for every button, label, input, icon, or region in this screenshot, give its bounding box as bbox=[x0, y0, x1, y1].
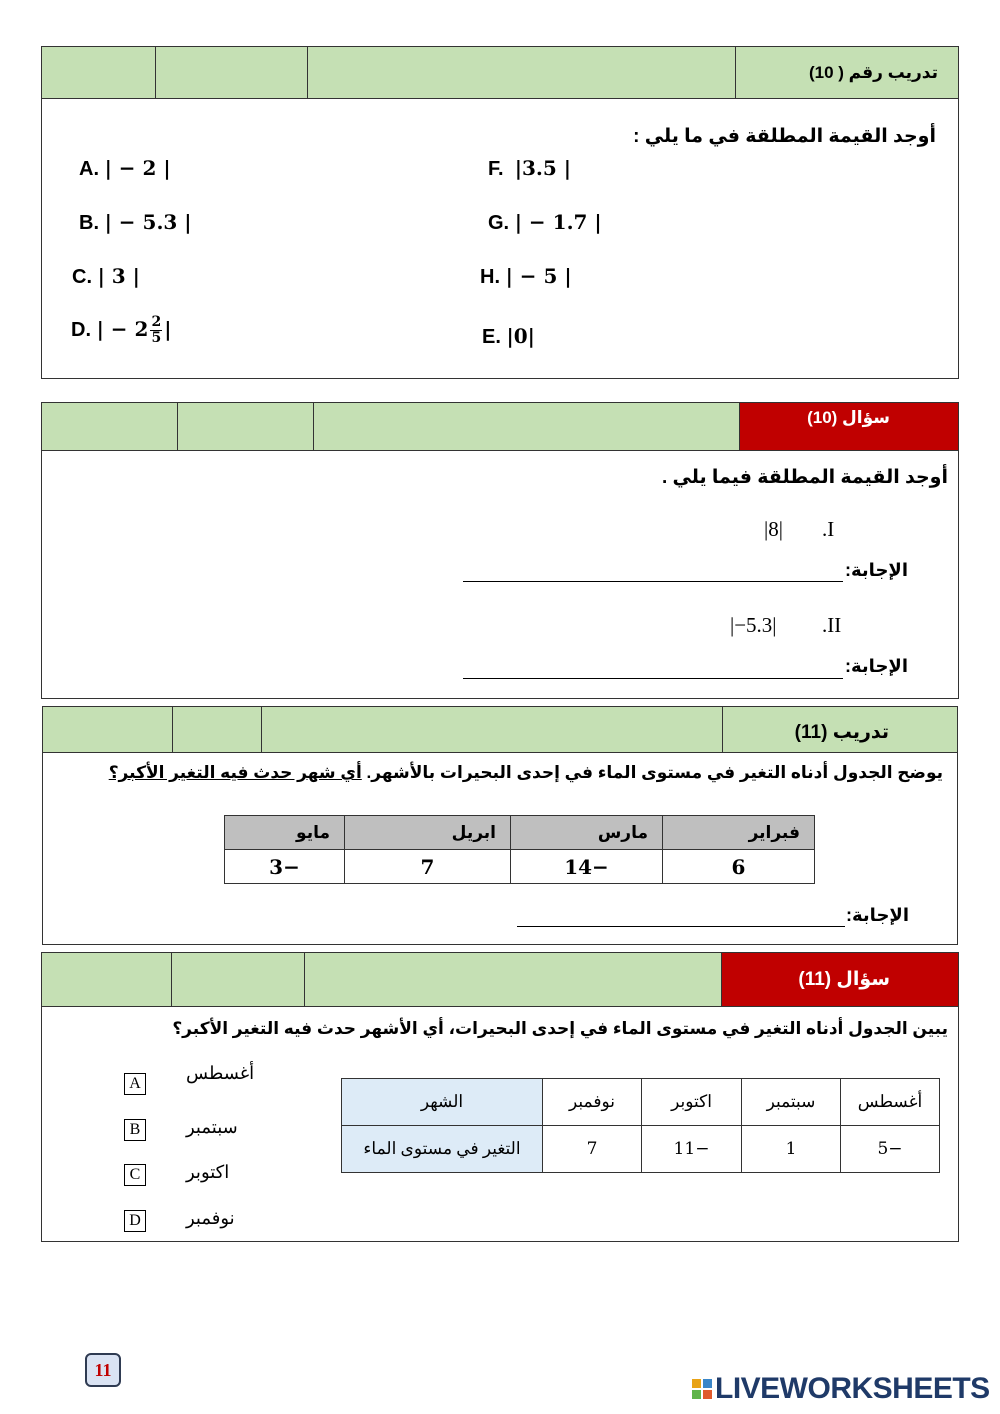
part-2-expression: |−5.3| bbox=[730, 613, 777, 637]
section-header bbox=[42, 403, 958, 451]
header-cell bbox=[172, 707, 261, 752]
choice-label: سبتمبر bbox=[186, 1117, 238, 1137]
section-title: سؤال (10) bbox=[739, 403, 958, 450]
section-title: تدريب رقم ( 10) bbox=[735, 47, 958, 98]
prompt-text: يوضح الجدول أدناه التغير في مستوى الماء في إحدى البحيرات بالأشهر. bbox=[366, 763, 943, 782]
table-header-cell: نوفمبر bbox=[543, 1079, 642, 1126]
item-c: C. | 3 | bbox=[72, 264, 140, 288]
part-2-number: .II bbox=[822, 613, 842, 637]
table-header-cell: فبراير bbox=[663, 816, 815, 850]
table-cell: 6 bbox=[663, 850, 815, 884]
section-exercise-11 bbox=[42, 706, 958, 945]
table-cell: 1 bbox=[742, 1126, 841, 1173]
table-cell: −3 bbox=[225, 850, 345, 884]
table-cell: −11 bbox=[642, 1126, 742, 1173]
section-question-10 bbox=[41, 402, 959, 699]
choice-label: نوفمبر bbox=[186, 1208, 235, 1228]
item-d: D. | − 2 $\frac{2}{5}$ | bbox=[71, 314, 172, 346]
page-number: 11 bbox=[94, 1359, 112, 1380]
section-question-11 bbox=[41, 952, 959, 1242]
item-b: B. | − 5.3 | bbox=[79, 210, 192, 234]
table-cell: −5 bbox=[841, 1126, 940, 1173]
water-level-table bbox=[224, 815, 815, 884]
brand-name: LIVEWORKSHEETS bbox=[715, 1372, 990, 1405]
question-prompt: أوجد القيمة المطلقة فيما يلي . bbox=[661, 467, 948, 488]
brand-icon-block bbox=[692, 1390, 701, 1399]
table-cell: 7 bbox=[543, 1126, 642, 1173]
part-1-answer-label: الإجابة: bbox=[845, 560, 908, 580]
section-title: تدريب (11) bbox=[722, 707, 957, 752]
header-cell bbox=[261, 707, 722, 752]
table-cell: −14 bbox=[511, 850, 663, 884]
table-header-cell: سبتمبر bbox=[742, 1079, 841, 1126]
header-cell bbox=[171, 953, 304, 1006]
water-change-table bbox=[341, 1078, 940, 1173]
table-cell: 7 bbox=[345, 850, 511, 884]
section-exercise-10 bbox=[41, 46, 959, 379]
question-prompt: يبين الجدول أدناه التغير في مستوى الماء في إحدى البحيرات، أي الأشهر حدث فيه التغير الأكبر؟ bbox=[172, 1019, 948, 1038]
choice-letter: A bbox=[124, 1073, 146, 1095]
part-1-answer-blank[interactable] bbox=[463, 581, 843, 582]
choice-letter: C bbox=[124, 1164, 146, 1186]
choice-c[interactable] bbox=[124, 1162, 230, 1186]
part-1-number: .I bbox=[822, 517, 835, 541]
header-cell bbox=[307, 47, 735, 98]
choice-d[interactable] bbox=[124, 1208, 235, 1232]
answer-blank[interactable] bbox=[517, 926, 845, 927]
question-prompt: أوجد القيمة المطلقة في ما يلي : bbox=[633, 126, 936, 147]
choice-letter: D bbox=[124, 1210, 146, 1232]
header-cell bbox=[313, 403, 739, 450]
table-row bbox=[225, 850, 815, 884]
part-2-answer-blank[interactable] bbox=[463, 678, 843, 679]
header-cell bbox=[42, 47, 155, 98]
question-prompt bbox=[109, 763, 943, 783]
row-label: الشهر bbox=[342, 1079, 543, 1126]
table-header-cell: مايو bbox=[225, 816, 345, 850]
header-cell bbox=[42, 403, 177, 450]
choice-label: اكتوبر bbox=[186, 1162, 230, 1182]
table-header-cell: اكتوبر bbox=[642, 1079, 742, 1126]
part-2-answer-label: الإجابة: bbox=[845, 656, 908, 676]
item-h: H. | − 5 | bbox=[480, 264, 572, 288]
fraction: $\frac{2}{5}$ bbox=[151, 314, 162, 346]
section-header bbox=[42, 47, 958, 99]
choice-label: أغسطس bbox=[186, 1063, 255, 1083]
header-cell bbox=[43, 707, 172, 752]
table-header-cell: ابريل bbox=[345, 816, 511, 850]
item-a: A. | − 2 | bbox=[79, 156, 171, 180]
header-cell bbox=[42, 953, 171, 1006]
item-e: E. |0| bbox=[482, 324, 535, 348]
brand-icon-block bbox=[703, 1379, 712, 1388]
header-cell bbox=[304, 953, 721, 1006]
brand-icon-block bbox=[703, 1390, 712, 1399]
section-title: سؤال (11) bbox=[721, 953, 958, 1006]
item-g: G. | − 1.7 | bbox=[488, 210, 602, 234]
prompt-underlined: أي شهر حدث فيه التغير الأكبر؟ bbox=[108, 763, 362, 782]
page-number-badge bbox=[85, 1353, 121, 1387]
header-cell bbox=[177, 403, 313, 450]
table-header-row bbox=[225, 816, 815, 850]
row-label: التغير في مستوى الماء bbox=[342, 1126, 543, 1173]
table-header-cell: أغسطس bbox=[841, 1079, 940, 1126]
table-header-cell: مارس bbox=[511, 816, 663, 850]
brand-icon bbox=[692, 1379, 712, 1399]
choice-a[interactable] bbox=[124, 1063, 255, 1095]
part-1-expression: |8| bbox=[764, 517, 783, 541]
header-cell bbox=[155, 47, 307, 98]
item-f: F. |3.5 | bbox=[488, 156, 571, 180]
table-row bbox=[342, 1126, 940, 1173]
section-header bbox=[43, 707, 957, 753]
choice-b[interactable] bbox=[124, 1117, 238, 1141]
section-header bbox=[42, 953, 958, 1007]
answer-label: الإجابة: bbox=[846, 905, 909, 925]
choice-letter: B bbox=[124, 1119, 146, 1141]
brand-icon-block bbox=[692, 1379, 701, 1388]
brand-logo bbox=[692, 1372, 990, 1406]
table-row bbox=[342, 1079, 940, 1126]
